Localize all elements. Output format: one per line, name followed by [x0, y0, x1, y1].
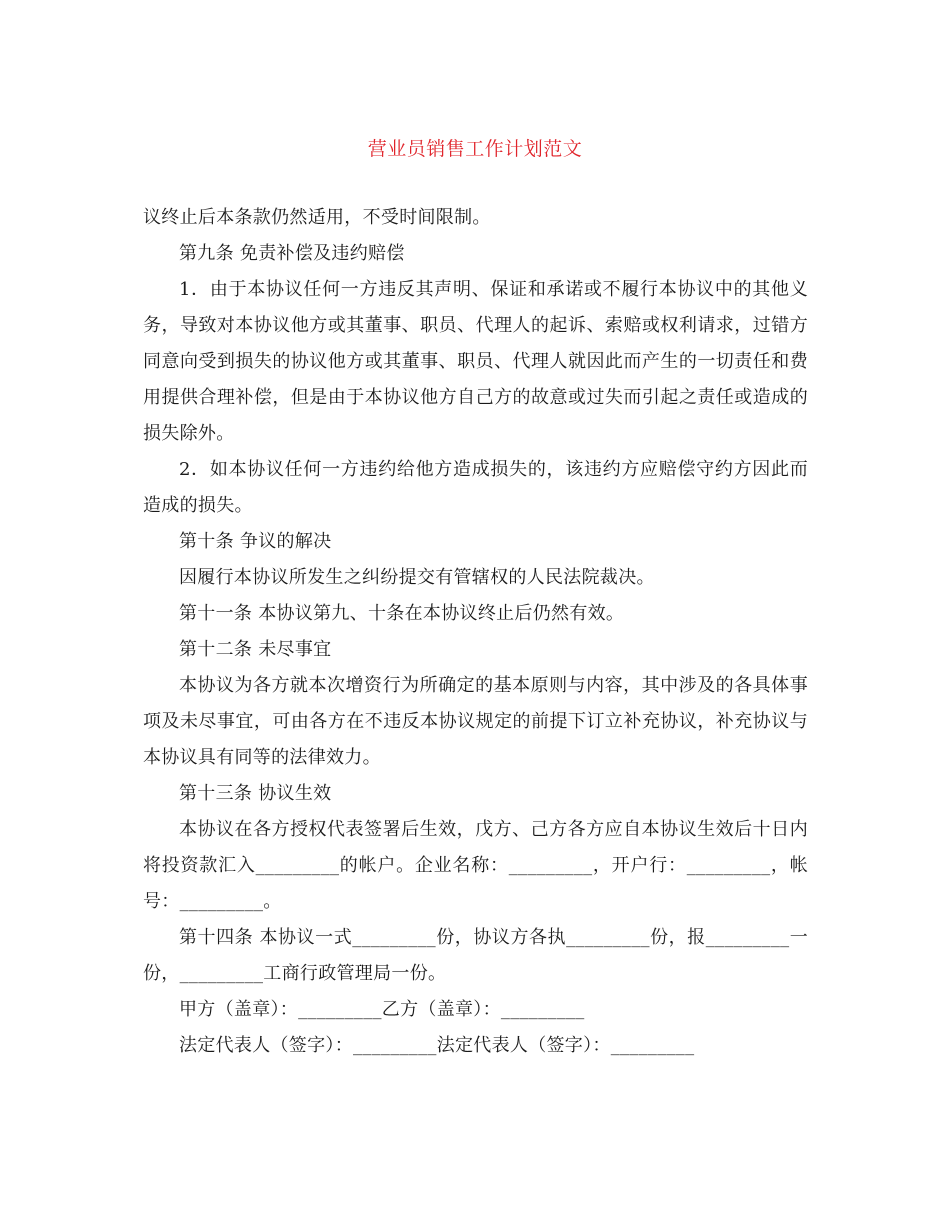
paragraph: 2．如本协议任何一方违约给他方造成损失的，该违约方应赔偿守约方因此而造成的损失。: [143, 459, 808, 516]
paragraph: 本协议为各方就本次增资行为所确定的基本原则与内容，其中涉及的各具体事项及未尽事宜，可由各方在不违反本协议规定的前提下订立补充协议，补充协议与本协议具有同等的法律效力。: [143, 675, 808, 768]
signature-line-seal: 甲方（盖章）：_________乙方（盖章）：_________: [179, 999, 585, 1020]
paragraph: 因履行本协议所发生之纠纷提交有管辖权的人民法院裁决。: [179, 567, 655, 588]
section-heading-9: 第九条 免责补偿及违约赔偿: [179, 243, 405, 264]
section-heading-10: 第十条 争议的解决: [179, 531, 332, 552]
document-body: [143, 200, 808, 1064]
signature-line-representative: 法定代表人（签字）：_________法定代表人（签字）：_________: [179, 1035, 695, 1056]
document-title: 营业员销售工作计划范文: [367, 138, 583, 160]
paragraph: 议终止后本条款仍然适用，不受时间限制。: [143, 207, 491, 228]
section-heading-14: 第十四条 本协议一式_________份，协议方各执_________份，报_________一份，_________工商行政管理局一份。: [143, 927, 808, 984]
section-heading-12: 第十二条 未尽事宜: [179, 639, 332, 660]
section-heading-13: 第十三条 协议生效: [179, 783, 332, 804]
paragraph: 本协议在各方授权代表签署后生效，戊方、己方各方应自本协议生效后十日内将投资款汇入_________的帐户。企业名称：_________，开户行：_________，帐号：_________。: [143, 819, 808, 912]
section-heading-11: 第十一条 本协议第九、十条在本协议终止后仍然有效。: [179, 603, 625, 624]
paragraph: 1．由于本协议任何一方违反其声明、保证和承诺或不履行本协议中的其他义务，导致对本协议他方或其董事、职员、代理人的起诉、索赔或权利请求，过错方同意向受到损失的协议他方或其董事、职员、代理人就因此而产生的一切责任和费用提供合理补偿，但是由于本协议他方自己方的故意或过失而引起之责任或造成的损失除外。: [143, 279, 808, 444]
